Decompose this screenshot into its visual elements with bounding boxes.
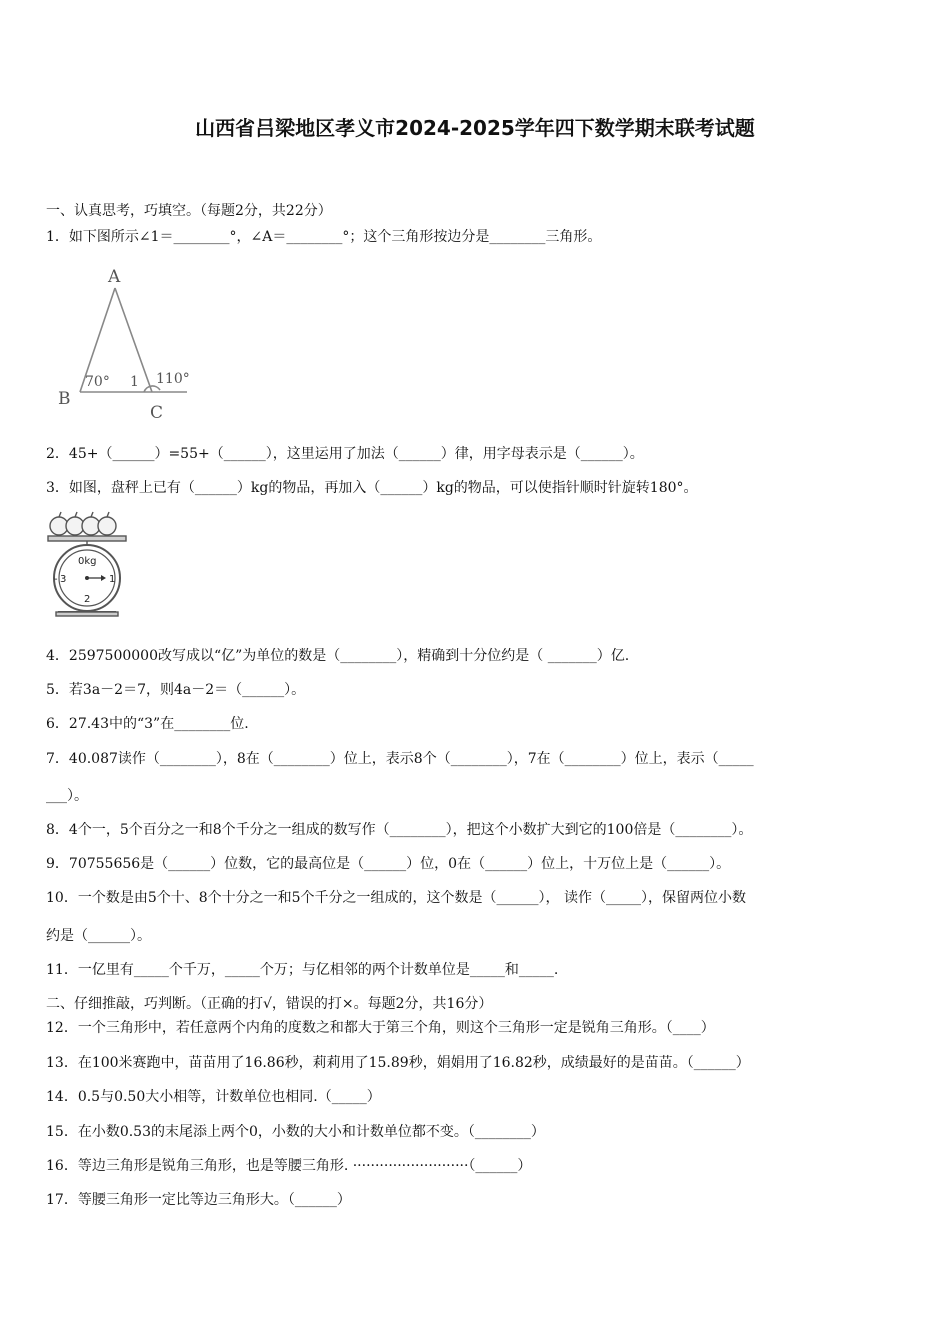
question-13: 13．在100米赛跑中，苗苗用了16.86秒，莉莉用了15.89秒，娟娟用了16.82秒，成绩最好的是苗苗。（______）: [46, 1055, 750, 1071]
section-2-heading: 二、仔细推敲，巧判断。（正确的打√，错误的打×。每题2分，共16分）: [46, 996, 493, 1012]
pointer-pivot: [85, 576, 89, 580]
dial-minus-sign: -: [54, 574, 58, 585]
vertex-c-label: C: [150, 403, 164, 423]
triangle-figure: [52, 262, 202, 424]
question-6: 6．27.43中的“3”在________位.: [46, 716, 249, 732]
dial-label-right: 1: [109, 574, 116, 585]
apple-stem: [59, 512, 61, 517]
question-17: 17．等腰三角形一定比等边三角形大。（______）: [46, 1192, 351, 1208]
scale-pan: [48, 536, 126, 541]
question-14: 14．0.5与0.50大小相等，计数单位也相同.（_____）: [46, 1089, 381, 1105]
question-1: 1．如下图所示∠1＝________°，∠A＝________°；这个三角形按边分是________三角形。: [46, 229, 602, 245]
page-title: 山西省吕梁地区孝义市2024-2025学年四下数学期末联考试题: [195, 116, 755, 140]
question-8: 8．4个一，5个百分之一和8个千分之一组成的数写作（________），把这个小数扩大到它的100倍是（________）。: [46, 822, 753, 838]
exterior-angle-label: 110°: [156, 371, 190, 387]
apple-stem: [75, 512, 77, 517]
apple-stem: [107, 512, 109, 517]
question-4: 4．2597500000改写成以“亿”为单位的数是（________），精确到十分位约是（ _______）亿.: [46, 648, 630, 664]
dial-label-left: 3: [60, 574, 67, 585]
section-1-heading: 一、认真思考，巧填空。（每题2分，共22分）: [46, 203, 332, 219]
question-10: 10．一个数是由5个十、8个十分之一和5个千分之一组成的，这个数是（______）， 读作（_____），保留两位小数: [46, 890, 746, 906]
question-16: 16．等边三角形是锐角三角形，也是等腰三角形. ··························（______）: [46, 1158, 532, 1174]
scale-stand: [56, 612, 118, 616]
vertex-b-label: B: [58, 389, 71, 409]
question-15: 15．在小数0.53的末尾添上两个0，小数的大小和计数单位都不变。（________）: [46, 1124, 545, 1140]
question-3: 3．如图，盘秤上已有（______）kg的物品，再加入（______）kg的物品，可以使指针顺时针旋转180°。: [46, 480, 698, 496]
question-9: 9．70755656是（______）位数，它的最高位是（______）位，0在（______）位上，十万位上是（______）。: [46, 856, 731, 872]
apple-icon: [98, 517, 116, 535]
dial-label-top: 0kg: [78, 556, 97, 567]
question-7-continued: ___）。: [46, 788, 88, 804]
question-7: 7．40.087读作（________），8在（________）位上，表示8个（________），7在（________）位上，表示（_____: [46, 751, 754, 767]
dial-label-bottom: 2: [84, 594, 91, 605]
question-11: 11．一亿里有_____个千万，_____个万；与亿相邻的两个计数单位是_____和_____.: [46, 962, 559, 978]
vertex-a-label: A: [108, 267, 121, 287]
question-12: 12．一个三角形中，若任意两个内角的度数之和都大于第三个角，则这个三角形一定是锐角三角形。（____）: [46, 1020, 715, 1036]
question-2: 2．45+（______）=55+（______），这里运用了加法（______）律，用字母表示是（______）。: [46, 446, 644, 462]
angle-1-label: 1: [130, 374, 139, 390]
question-10-continued: 约是（______）。: [46, 928, 151, 944]
apple-stem: [91, 512, 93, 517]
angle-b-label: 70°: [85, 374, 110, 390]
scale-figure: [44, 508, 134, 620]
question-5: 5．若3a－2＝7，则4a－2＝（______）。: [46, 682, 306, 698]
